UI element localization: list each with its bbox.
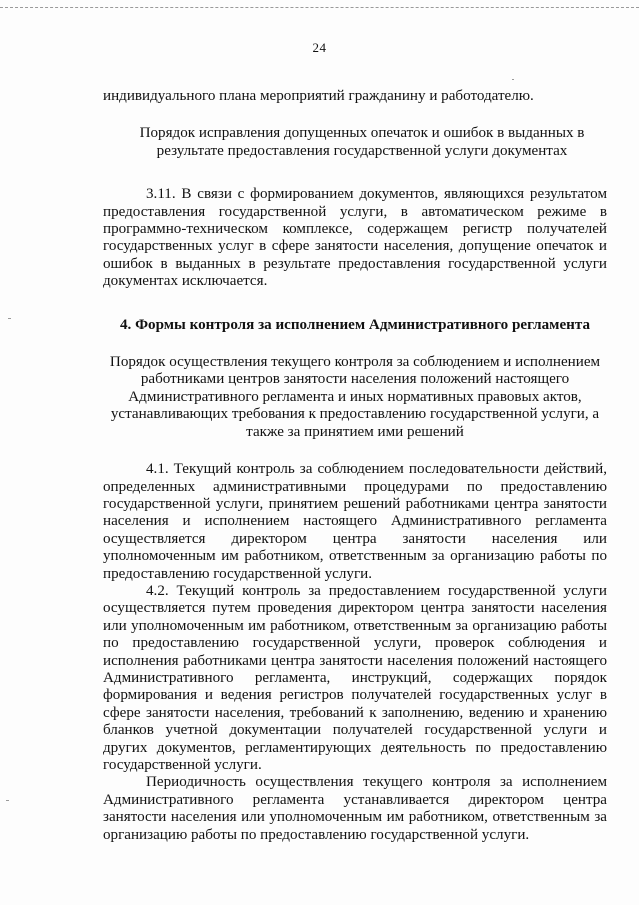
page-number: 24 bbox=[312, 40, 327, 55]
paragraph-periodicity: Периодичность осуществления текущего контроля за исполнением Административного регламента устанавливается директором центра занятости населения или уполномоченным им работником, ответственным за организацию работы по предоставлению государственной услуги. bbox=[103, 774, 607, 843]
subheading-current-control: Порядок осуществления текущего контроля за соблюдением и исполнением работниками центров занятости населения положений настоящего Административного регламента и иных нормативных правовых актов, устанавливающих требования к предоставлению государственной услуги, а также за принятием ими решений bbox=[109, 354, 601, 440]
scan-mark bbox=[512, 79, 514, 80]
scan-mark bbox=[6, 800, 9, 801]
paragraph-3-11: 3.11. В связи с формированием документов, являющихся результатом предоставления государственной услуги, в автоматическом режиме в программно-техническом комплексе, содержащем регистр получателей государственных услуг в сфере занятости населения, допущение опечаток и ошибок в выданных в результате предоставления государственной услуги документах исключается. bbox=[103, 186, 607, 290]
subheading-error-correction: Порядок исправления допущенных опечаток и ошибок в выданных в результате предоставления государственной услуги документах bbox=[139, 125, 585, 159]
document-body bbox=[103, 88, 607, 844]
paragraph-4-1: 4.1. Текущий контроль за соблюдением последовательности действий, определенных административными процедурами по предоставлению государственной услуги, принятием решений работниками центра занятости населения и исполнением настоящего Административного регламента осуществляется директором центра занятости населения или уполномоченным им работником, ответственным за организацию работы по предоставлению государственной услуги. bbox=[103, 461, 607, 582]
top-border-line bbox=[0, 7, 639, 8]
continuation-line: индивидуального плана мероприятий гражданину и работодателю. bbox=[103, 88, 534, 104]
paragraph-4-2: 4.2. Текущий контроль за предоставлением государственной услуги осуществляется путем проведения директором центра занятости населения или уполномоченным им работником, ответственным за организацию работы по предоставлению государственной услуги, проверок соблюдения и исполнения работниками центра занятости населения положений настоящего Административного регламента, инструкций, содержащих порядок формирования и ведения регистров получателей государственных услуг в сфере занятости населения, требований к заполнению, ведению и хранению бланков учетной документации получателей государственной услуги и других документов, регламентирующих деятельность по предоставлению государственной услуги. bbox=[103, 582, 607, 773]
section-4-title: 4. Формы контроля за исполнением Административного регламента bbox=[119, 316, 590, 333]
scan-mark bbox=[8, 318, 11, 319]
